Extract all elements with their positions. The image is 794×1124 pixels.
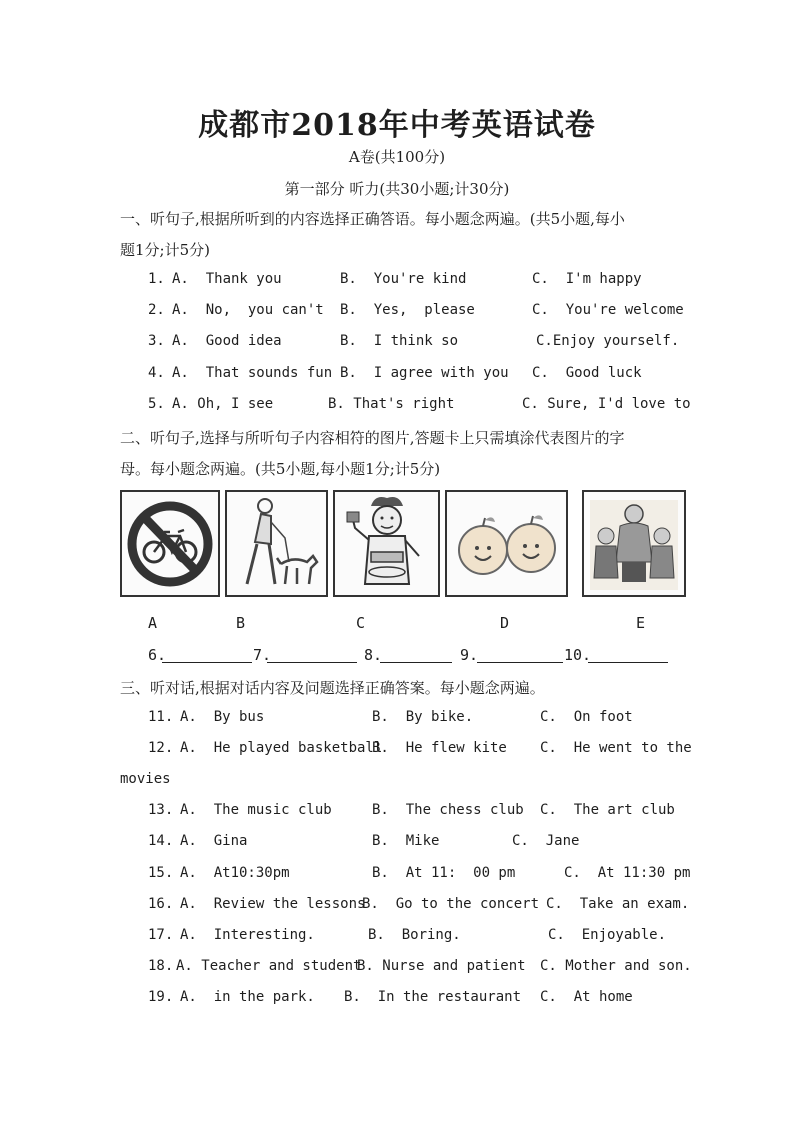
- picture-letter-b: B: [236, 614, 246, 632]
- section2-instruction-line2: 母。每小题念两遍。(共5小题,每小题1分;计5分): [120, 460, 441, 478]
- option-c-wrap: movies: [120, 771, 171, 787]
- option-a: A. Oh, I see: [172, 396, 274, 412]
- option-b: B. Mike: [372, 833, 440, 849]
- picture-letter-d: D: [500, 614, 510, 632]
- picture-c-cook: [333, 490, 440, 597]
- option-b: B. Yes, please: [340, 302, 475, 318]
- question-number: 17.: [148, 927, 174, 943]
- picture-letter-a: A: [148, 614, 158, 632]
- option-a: A. That sounds fun: [172, 365, 333, 381]
- option-b: B. That's right: [328, 396, 455, 412]
- option-a: A. Thank you: [172, 271, 282, 287]
- blank-label: 10.: [564, 646, 592, 664]
- blank-label: 8.: [364, 646, 383, 664]
- question-number: 11.: [148, 709, 174, 725]
- option-b: B. The chess club: [372, 802, 524, 818]
- option-c: C.Enjoy yourself.: [536, 333, 680, 349]
- question-number: 19.: [148, 989, 174, 1005]
- option-a: A. Gina: [180, 833, 248, 849]
- part-label: 第一部分 听力(共30小题;计30分): [284, 180, 510, 198]
- option-a: A. The music club: [180, 802, 332, 818]
- question-number: 3.: [148, 333, 165, 349]
- blank-label: 9.: [460, 646, 479, 664]
- option-b: B. I agree with you: [340, 365, 509, 381]
- question-number: 2.: [148, 302, 165, 318]
- option-c: C. Take an exam.: [546, 896, 690, 912]
- picture-strip: [120, 490, 686, 600]
- option-a: A. At10:30pm: [180, 865, 290, 881]
- question-number: 12.: [148, 740, 174, 756]
- picture-a-no-bicycle: [120, 490, 220, 597]
- section1-instruction-line2: 题1分;计5分): [120, 241, 210, 259]
- option-c: C. Good luck: [532, 365, 642, 381]
- paper-label: A卷(共100分): [348, 148, 446, 166]
- option-b: B. Nurse and patient: [357, 958, 526, 974]
- section2-instruction-line1: 二、听句子,选择与所听句子内容相符的图片,答题卡上只需填涂代表图片的字: [120, 429, 625, 447]
- question-number: 18.: [148, 958, 174, 974]
- question-number: 4.: [148, 365, 165, 381]
- option-b: B. By bike.: [372, 709, 474, 725]
- option-a: A. Good idea: [172, 333, 282, 349]
- option-c: C. You're welcome: [532, 302, 684, 318]
- answer-blank[interactable]: [477, 648, 563, 663]
- section1-instruction-line1: 一、听句子,根据所听到的内容选择正确答语。每小题念两遍。(共5小题,每小: [120, 210, 625, 228]
- option-c: C. Mother and son.: [540, 958, 692, 974]
- question-number: 13.: [148, 802, 174, 818]
- option-c: C. Enjoyable.: [548, 927, 667, 943]
- option-b: B. You're kind: [340, 271, 467, 287]
- option-b: B. Go to the concert: [362, 896, 540, 912]
- question-number: 14.: [148, 833, 174, 849]
- question-number: 16.: [148, 896, 174, 912]
- picture-e-family: [582, 490, 686, 597]
- option-a: A. Teacher and student: [176, 958, 362, 974]
- option-a: A. No, you can't: [172, 302, 324, 318]
- option-c: C. Jane: [512, 833, 580, 849]
- option-c: C. Sure, I'd love to: [522, 396, 691, 412]
- option-c: C. At home: [540, 989, 633, 1005]
- picture-letter-c: C: [356, 614, 366, 632]
- answer-blank[interactable]: [380, 648, 452, 663]
- blank-label: 6.: [148, 646, 167, 664]
- answer-blank[interactable]: [588, 648, 668, 663]
- picture-b-man-with-dog: [225, 490, 328, 597]
- question-number: 5.: [148, 396, 165, 412]
- option-c: C. On foot: [540, 709, 633, 725]
- blank-label: 7.: [253, 646, 272, 664]
- option-b: B. In the restaurant: [344, 989, 522, 1005]
- option-a: A. in the park.: [180, 989, 315, 1005]
- option-c: C. I'm happy: [532, 271, 642, 287]
- picture-letter-e: E: [636, 614, 646, 632]
- question-number: 15.: [148, 865, 174, 881]
- option-b: B. I think so: [340, 333, 459, 349]
- page-title: 成都市2018年中考英语试卷: [198, 108, 596, 143]
- option-a: A. Interesting.: [180, 927, 315, 943]
- answer-blank[interactable]: [267, 648, 357, 663]
- section3-instruction: 三、听对话,根据对话内容及问题选择正确答案。每小题念两遍。: [120, 679, 545, 697]
- answer-blank[interactable]: [162, 648, 252, 663]
- option-c: C. The art club: [540, 802, 675, 818]
- picture-d-apples: [445, 490, 568, 597]
- option-c: C. At 11:30 pm: [564, 865, 691, 881]
- question-number: 1.: [148, 271, 165, 287]
- option-b: B. He flew kite: [372, 740, 507, 756]
- option-a: A. Review the lessons: [180, 896, 366, 912]
- option-a: A. He played basketball: [180, 740, 383, 756]
- option-c: C. He went to the: [540, 740, 692, 756]
- option-b: B. Boring.: [368, 927, 461, 943]
- option-a: A. By bus: [180, 709, 265, 725]
- option-b: B. At 11: 00 pm: [372, 865, 516, 881]
